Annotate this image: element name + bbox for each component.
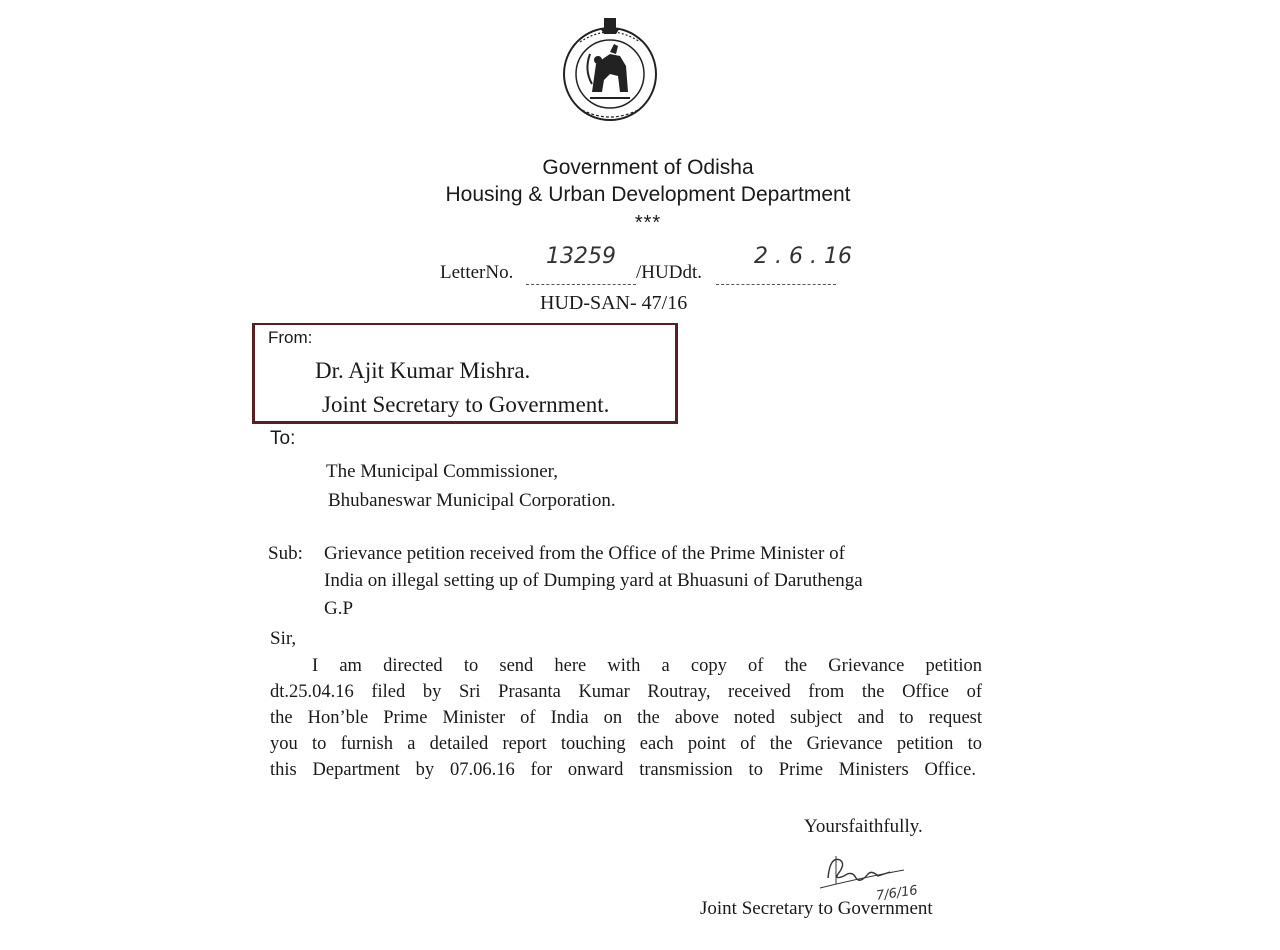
department-title: Housing & Urban Development Department bbox=[445, 183, 851, 206]
date-handwritten: 2 . 6 . 16 bbox=[754, 244, 852, 269]
body-line-4: you to furnish a detailed report touching each point of the Grievance petition to bbox=[270, 734, 982, 754]
from-label: From: bbox=[268, 328, 313, 347]
body-line-5: this Department by 07.06.16 for onward transmission to Prime Ministers Office. bbox=[270, 760, 976, 780]
to-label: To: bbox=[270, 428, 296, 449]
body-line-2: dt.25.04.16 filed by Sri Prasanta Kumar Routray, received from the Office of bbox=[270, 682, 982, 702]
recipient-line-2: Bhubaneswar Municipal Corporation. bbox=[328, 490, 616, 511]
subject-label: Sub: bbox=[268, 543, 303, 564]
hud-dt-label: /HUDdt. bbox=[636, 262, 702, 283]
closing: Yoursfaithfully. bbox=[804, 816, 923, 837]
header-stars: *** bbox=[634, 212, 662, 234]
subject-line-3: G.P bbox=[324, 598, 354, 619]
subject-line-1: Grievance petition received from the Office of the Prime Minister of bbox=[324, 543, 845, 564]
sender-title: Joint Secretary to Government. bbox=[322, 392, 610, 417]
letter-no-label: LetterNo. bbox=[440, 262, 514, 283]
body-line-3: the Hon’ble Prime Minister of India on the above noted subject and to request bbox=[270, 708, 982, 728]
designation: Joint Secretary to Government bbox=[700, 898, 933, 919]
letter-no-blank bbox=[526, 284, 636, 285]
letter-no-handwritten: 13259 bbox=[546, 244, 616, 269]
body-line-1: I am directed to send here with a copy of the Grievance petition bbox=[312, 656, 982, 676]
date-blank bbox=[716, 284, 836, 285]
odisha-emblem-icon bbox=[560, 14, 660, 132]
government-title: Government of Odisha bbox=[542, 156, 754, 179]
file-number: HUD-SAN- 47/16 bbox=[540, 292, 688, 314]
subject-line-2: India on illegal setting up of Dumping yard at Bhuasuni of Daruthenga bbox=[324, 570, 863, 591]
sender-name: Dr. Ajit Kumar Mishra. bbox=[315, 358, 531, 383]
salutation: Sir, bbox=[270, 628, 297, 649]
signature-date: 7/6/16 bbox=[875, 883, 919, 904]
recipient-line-1: The Municipal Commissioner, bbox=[326, 461, 558, 482]
